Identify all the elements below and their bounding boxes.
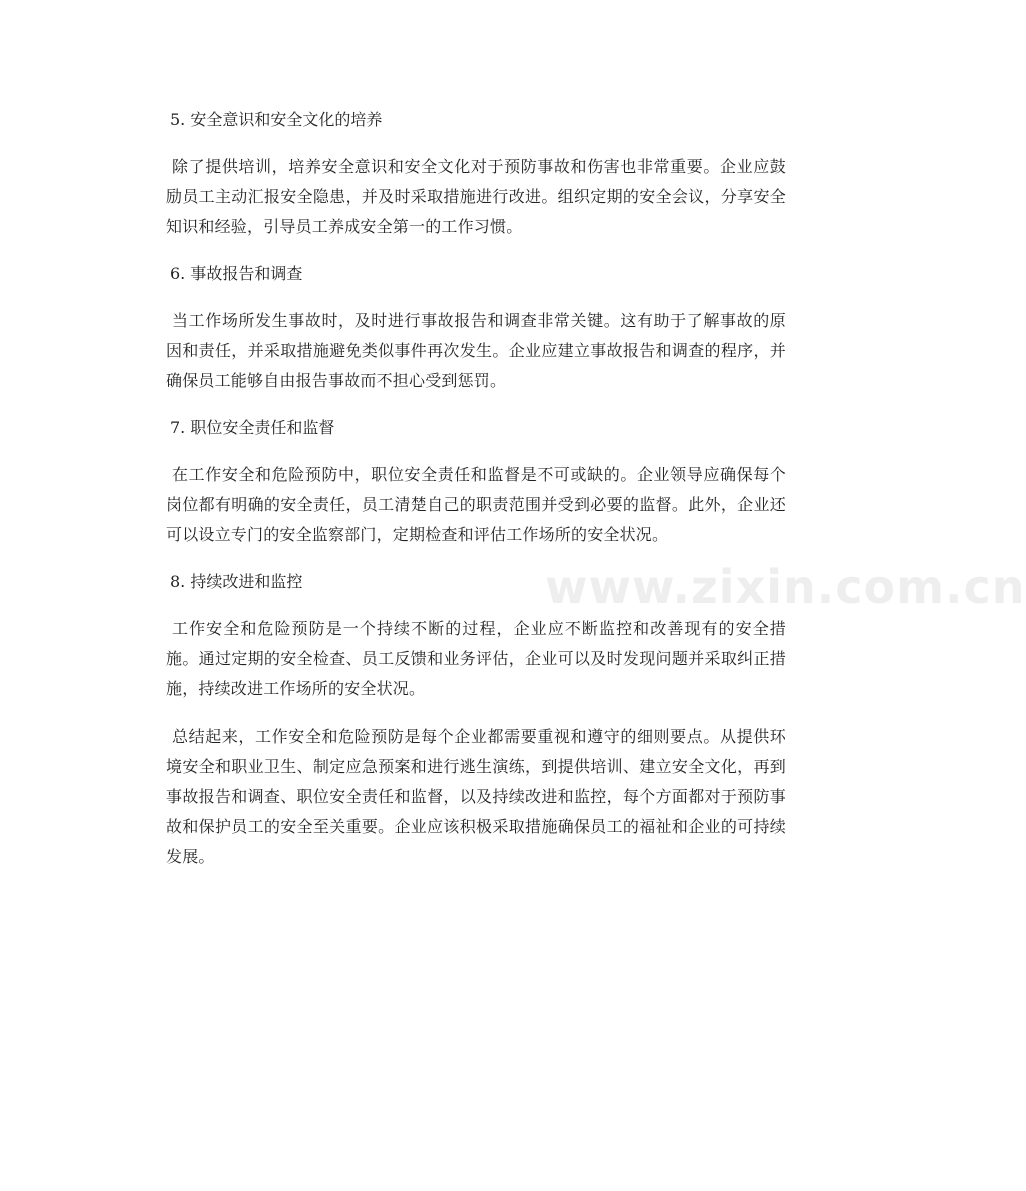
document-content [166, 102, 786, 886]
section-heading: 6. 事故报告和调查 [170, 264, 303, 283]
section-paragraph: 除了提供培训，培养安全意识和安全文化对于预防事故和伤害也非常重要。企业应鼓励员工主动汇报安全隐患，并及时采取措施进行改进。组织定期的安全会议，分享安全知识和经验，引导员工养成安全第一的工作习惯。 [166, 157, 786, 236]
section-paragraph: 当工作场所发生事故时，及时进行事故报告和调查非常关键。这有助于了解事故的原因和责任，并采取措施避免类似事件再次发生。企业应建立事故报告和调查的程序，并确保员工能够自由报告事故而不担心受到惩罚。 [166, 311, 786, 390]
section-paragraph: 工作安全和危险预防是一个持续不断的过程，企业应不断监控和改善现有的安全措施。通过定期的安全检查、员工反馈和业务评估，企业可以及时发现问题并采取纠正措施，持续改进工作场所的安全状况。 [166, 619, 786, 698]
section-heading: 5. 安全意识和安全文化的培养 [170, 110, 383, 129]
section-heading: 8. 持续改进和监控 [170, 572, 303, 591]
watermark: www.zixin.com.cn [545, 560, 1026, 614]
section-heading: 7. 职位安全责任和监督 [170, 418, 335, 437]
section-paragraph: 在工作安全和危险预防中，职位安全责任和监督是不可或缺的。企业领导应确保每个岗位都有明确的安全责任，员工清楚自己的职责范围并受到必要的监督。此外，企业还可以设立专门的安全监察部门，定期检查和评估工作场所的安全状况。 [166, 465, 786, 544]
summary-paragraph: 总结起来，工作安全和危险预防是每个企业都需要重视和遵守的细则要点。从提供环境安全和职业卫生、制定应急预案和进行逃生演练，到提供培训、建立安全文化，再到事故报告和调查、职位安全责任和监督，以及持续改进和监控，每个方面都对于预防事故和保护员工的安全至关重要。企业应该积极采取措施确保员工的福祉和企业的可持续发展。 [166, 727, 786, 866]
